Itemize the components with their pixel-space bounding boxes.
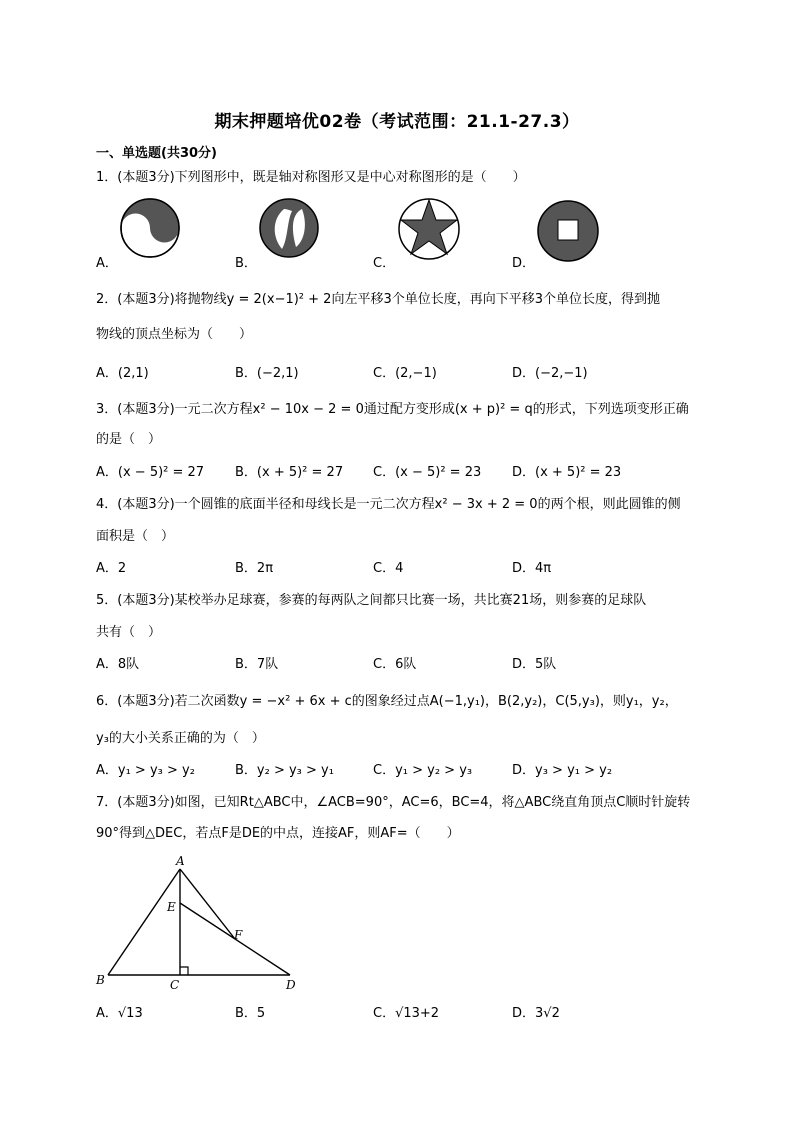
question-5-stem-line-1: 5．(本题3分)某校举办足球赛，参赛的每两队之间都只比赛一场，共比赛21场，则参赛的足球队 — [96, 593, 647, 608]
option-b: B．7队 — [235, 657, 279, 672]
star-in-circle-icon — [396, 197, 462, 261]
question-3-stem-line-2: 的是（ ） — [96, 432, 162, 447]
option-d: D．y₃ > y₁ > y₂ — [512, 763, 613, 778]
question-7-stem-line-2: 90°得到△DEC，若点F是DE的中点，连接AF，则AF=（ ） — [96, 826, 460, 841]
option-d: D．(x + 5)² = 23 — [512, 465, 622, 480]
option-c: C．√13+2 — [373, 1006, 440, 1021]
option-b: B．2π — [235, 561, 274, 576]
point-label-b: B — [96, 973, 105, 987]
option-c: C．(2,−1) — [373, 366, 437, 381]
point-label-e: E — [167, 900, 176, 914]
question-7-stem-line-1: 7．(本题3分)如图，已知Rt△ABC中，∠ACB=90°，AC=6，BC=4，将△ABC绕直角顶点C顺时针旋转 — [96, 795, 691, 810]
square-in-circle-icon — [536, 199, 600, 263]
question-4-stem-line-2: 面积是（ ） — [96, 529, 175, 544]
two-crescents-circle-icon — [258, 197, 320, 259]
option-b: B． — [235, 256, 257, 271]
question-5-stem-line-2: 共有（ ） — [96, 625, 162, 640]
question-6-stem-line-2: y₃的大小关系正确的为（ ） — [96, 731, 265, 746]
option-c: C．(x − 5)² = 23 — [373, 465, 482, 480]
segment-af — [180, 869, 235, 939]
point-label-d: D — [286, 978, 296, 992]
option-a: A． — [96, 256, 118, 271]
point-label-c: C — [170, 978, 180, 992]
option-a: A．(x − 5)² = 27 — [96, 465, 205, 480]
option-d: D． — [512, 256, 536, 271]
point-label-a: A — [176, 854, 185, 868]
segment-ab — [108, 869, 180, 975]
section-heading: 一、单选题(共30分) — [96, 146, 217, 161]
right-angle-mark — [180, 967, 188, 975]
question-2-stem-line-1: 2．(本题3分)将抛物线y = 2(x−1)² + 2向左平移3个单位长度，再向下平移3个单位长度，得到抛 — [96, 292, 660, 307]
triangle-figure — [92, 853, 308, 993]
option-a: A．8队 — [96, 657, 140, 672]
option-a: A．y₁ > y₃ > y₂ — [96, 763, 195, 778]
option-c: C．6队 — [373, 657, 417, 672]
point-label-f: F — [234, 928, 243, 942]
option-d: D．3√2 — [512, 1006, 560, 1021]
option-b: B．(x + 5)² = 27 — [235, 465, 344, 480]
option-a: A．2 — [96, 561, 127, 576]
question-6-stem-line-1: 6．(本题3分)若二次函数y = −x² + 6x + c的图象经过点A(−1,y₁)，B(2,y₂)，C(5,y₃)，则y₁，y₂， — [96, 694, 678, 709]
option-a: A．(2,1) — [96, 366, 149, 381]
option-d: D．(−2,−1) — [512, 366, 588, 381]
option-b: B．5 — [235, 1006, 266, 1021]
page-title: 期末押题培优02卷（考试范围：21.1-27.3） — [214, 112, 580, 132]
question-4-stem-line-1: 4．(本题3分)一个圆锥的底面半径和母线长是一元二次方程x² − 3x + 2 = 0的两个根，则此圆锥的侧 — [96, 497, 681, 512]
option-c: C．4 — [373, 561, 404, 576]
option-c: C． — [373, 256, 396, 271]
option-c: C．y₁ > y₂ > y₃ — [373, 763, 473, 778]
question-1-stem: 1．(本题3分)下列图形中，既是轴对称图形又是中心对称图形的是（ ） — [96, 170, 526, 185]
option-d: D．4π — [512, 561, 552, 576]
option-b: B．(−2,1) — [235, 366, 299, 381]
option-d: D．5队 — [512, 657, 557, 672]
option-a: A．√13 — [96, 1006, 143, 1021]
option-b: B．y₂ > y₃ > y₁ — [235, 763, 334, 778]
question-2-stem-line-2: 物线的顶点坐标为（ ） — [96, 327, 253, 342]
yin-yang-circle-icon — [119, 197, 181, 259]
question-3-stem-line-1: 3．(本题3分)一元二次方程x² − 10x − 2 = 0通过配方变形成(x + p)² = q的形式，下列选项变形正确 — [96, 402, 689, 417]
